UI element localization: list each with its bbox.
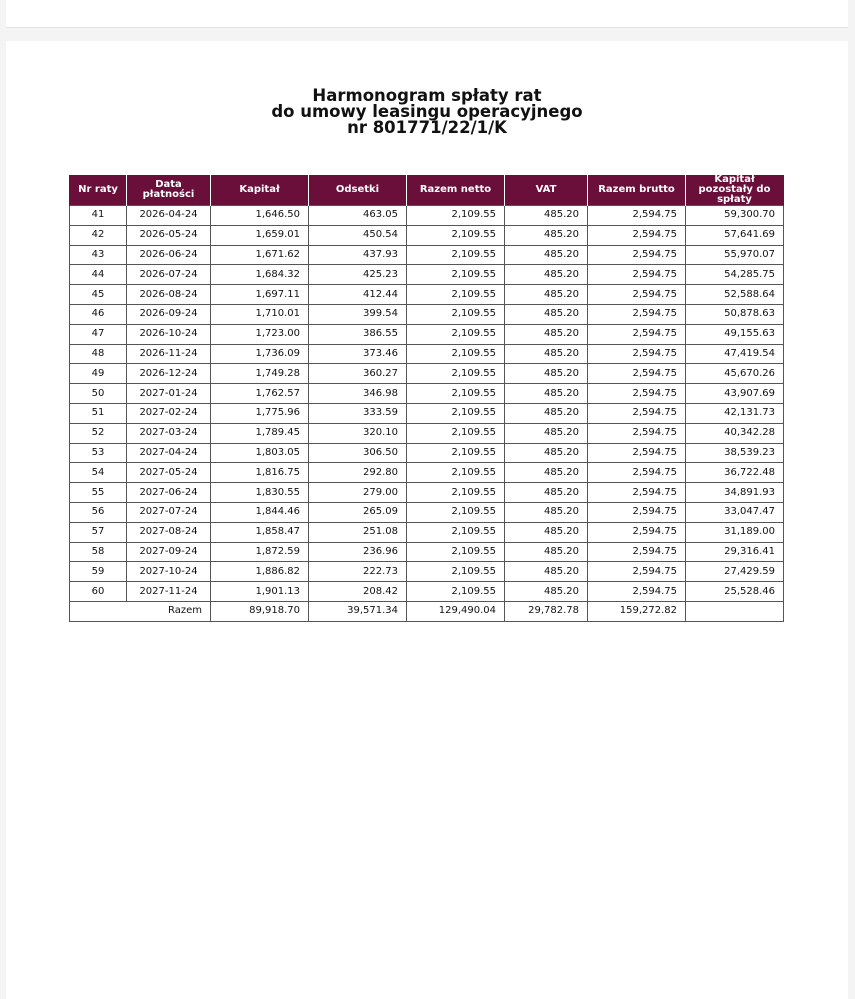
table-row	[70, 403, 784, 423]
total-razem-brutto: 159,272.82	[588, 601, 686, 621]
cell-kapital-pozostaly: 59,300.70	[686, 206, 784, 226]
cell-vat: 485.20	[505, 463, 588, 483]
cell-odsetki: 373.46	[309, 344, 407, 364]
totals-label: Razem	[70, 601, 211, 621]
table-row	[70, 265, 784, 285]
cell-kapital: 1,762.57	[211, 384, 309, 404]
cell-kapital: 1,816.75	[211, 463, 309, 483]
cell-razem-netto: 2,109.55	[407, 443, 505, 463]
cell-odsetki: 306.50	[309, 443, 407, 463]
cell-kapital: 1,775.96	[211, 403, 309, 423]
cell-odsetki: 251.08	[309, 522, 407, 542]
cell-data-platnosci: 2027-08-24	[127, 522, 211, 542]
cell-data-platnosci: 2026-04-24	[127, 206, 211, 226]
cell-razem-netto: 2,109.55	[407, 403, 505, 423]
cell-razem-brutto: 2,594.75	[588, 364, 686, 384]
table-row	[70, 582, 784, 602]
cell-kapital-pozostaly: 31,189.00	[686, 522, 784, 542]
cell-nr-raty: 60	[70, 582, 127, 602]
cell-razem-netto: 2,109.55	[407, 245, 505, 265]
watermark-logo: otoMoto	[12, 963, 123, 988]
table-row	[70, 522, 784, 542]
cell-kapital-pozostaly: 52,588.64	[686, 285, 784, 305]
cell-data-platnosci: 2027-09-24	[127, 542, 211, 562]
cell-kapital-pozostaly: 33,047.47	[686, 502, 784, 522]
cell-kapital: 1,872.59	[211, 542, 309, 562]
cell-razem-brutto: 2,594.75	[588, 463, 686, 483]
cell-data-platnosci: 2027-01-24	[127, 384, 211, 404]
cell-nr-raty: 57	[70, 522, 127, 542]
cell-kapital: 1,723.00	[211, 324, 309, 344]
table-row	[70, 443, 784, 463]
cell-odsetki: 450.54	[309, 225, 407, 245]
cell-kapital-pozostaly: 50,878.63	[686, 304, 784, 324]
cell-data-platnosci: 2026-08-24	[127, 285, 211, 305]
cell-nr-raty: 54	[70, 463, 127, 483]
cell-odsetki: 320.10	[309, 423, 407, 443]
table-row	[70, 542, 784, 562]
table-row	[70, 483, 784, 503]
total-vat: 29,782.78	[505, 601, 588, 621]
cell-vat: 485.20	[505, 225, 588, 245]
cell-kapital: 1,803.05	[211, 443, 309, 463]
title-line-1: Harmonogram spłaty rat	[312, 86, 542, 105]
cell-razem-brutto: 2,594.75	[588, 582, 686, 602]
cell-kapital: 1,901.13	[211, 582, 309, 602]
cell-razem-netto: 2,109.55	[407, 265, 505, 285]
table-row	[70, 463, 784, 483]
cell-razem-netto: 2,109.55	[407, 285, 505, 305]
cell-kapital: 1,710.01	[211, 304, 309, 324]
cell-vat: 485.20	[505, 522, 588, 542]
table-row	[70, 364, 784, 384]
cell-kapital-pozostaly: 29,316.41	[686, 542, 784, 562]
cell-razem-brutto: 2,594.75	[588, 502, 686, 522]
cell-kapital: 1,671.62	[211, 245, 309, 265]
cell-razem-netto: 2,109.55	[407, 225, 505, 245]
cell-data-platnosci: 2027-07-24	[127, 502, 211, 522]
cell-data-platnosci: 2026-09-24	[127, 304, 211, 324]
cell-nr-raty: 46	[70, 304, 127, 324]
cell-odsetki: 425.23	[309, 265, 407, 285]
total-razem-netto: 129,490.04	[407, 601, 505, 621]
cell-vat: 485.20	[505, 364, 588, 384]
cell-razem-brutto: 2,594.75	[588, 206, 686, 226]
cell-kapital: 1,858.47	[211, 522, 309, 542]
cell-nr-raty: 44	[70, 265, 127, 285]
cell-kapital: 1,749.28	[211, 364, 309, 384]
total-odsetki: 39,571.34	[309, 601, 407, 621]
cell-odsetki: 399.54	[309, 304, 407, 324]
document-title	[6, 88, 848, 136]
cell-razem-netto: 2,109.55	[407, 582, 505, 602]
cell-odsetki: 463.05	[309, 206, 407, 226]
cell-razem-netto: 2,109.55	[407, 562, 505, 582]
cell-razem-netto: 2,109.55	[407, 304, 505, 324]
total-kapital: 89,918.70	[211, 601, 309, 621]
cell-odsetki: 346.98	[309, 384, 407, 404]
document-page	[6, 41, 848, 999]
cell-razem-brutto: 2,594.75	[588, 384, 686, 404]
cell-vat: 485.20	[505, 384, 588, 404]
table-row	[70, 502, 784, 522]
cell-razem-brutto: 2,594.75	[588, 225, 686, 245]
cell-kapital: 1,830.55	[211, 483, 309, 503]
previous-page-card	[6, 0, 848, 28]
cell-kapital-pozostaly: 34,891.93	[686, 483, 784, 503]
cell-odsetki: 208.42	[309, 582, 407, 602]
cell-data-platnosci: 2026-05-24	[127, 225, 211, 245]
cell-razem-brutto: 2,594.75	[588, 443, 686, 463]
cell-razem-netto: 2,109.55	[407, 463, 505, 483]
cell-razem-netto: 2,109.55	[407, 542, 505, 562]
cell-odsetki: 265.09	[309, 502, 407, 522]
cell-kapital-pozostaly: 47,419.54	[686, 344, 784, 364]
cell-vat: 485.20	[505, 403, 588, 423]
cell-odsetki: 292.80	[309, 463, 407, 483]
table-row	[70, 304, 784, 324]
cell-odsetki: 360.27	[309, 364, 407, 384]
cell-kapital-pozostaly: 43,907.69	[686, 384, 784, 404]
cell-razem-netto: 2,109.55	[407, 384, 505, 404]
cell-kapital: 1,659.01	[211, 225, 309, 245]
cell-kapital: 1,736.09	[211, 344, 309, 364]
cell-razem-brutto: 2,594.75	[588, 483, 686, 503]
cell-odsetki: 412.44	[309, 285, 407, 305]
cell-data-platnosci: 2027-11-24	[127, 582, 211, 602]
cell-kapital: 1,886.82	[211, 562, 309, 582]
cell-data-platnosci: 2026-10-24	[127, 324, 211, 344]
cell-kapital: 1,684.32	[211, 265, 309, 285]
cell-razem-brutto: 2,594.75	[588, 522, 686, 542]
col-header-razem-netto: Razem netto	[407, 175, 505, 206]
cell-kapital: 1,697.11	[211, 285, 309, 305]
cell-nr-raty: 47	[70, 324, 127, 344]
col-header-vat: VAT	[505, 175, 588, 206]
cell-odsetki: 333.59	[309, 403, 407, 423]
cell-nr-raty: 58	[70, 542, 127, 562]
cell-nr-raty: 56	[70, 502, 127, 522]
cell-kapital-pozostaly: 45,670.26	[686, 364, 784, 384]
cell-vat: 485.20	[505, 542, 588, 562]
cell-kapital-pozostaly: 38,539.23	[686, 443, 784, 463]
cell-data-platnosci: 2027-06-24	[127, 483, 211, 503]
cell-data-platnosci: 2026-06-24	[127, 245, 211, 265]
cell-razem-brutto: 2,594.75	[588, 562, 686, 582]
cell-kapital-pozostaly: 55,970.07	[686, 245, 784, 265]
cell-razem-brutto: 2,594.75	[588, 423, 686, 443]
cell-kapital-pozostaly: 49,155.63	[686, 324, 784, 344]
cell-data-platnosci: 2027-10-24	[127, 562, 211, 582]
cell-razem-netto: 2,109.55	[407, 502, 505, 522]
table-row	[70, 285, 784, 305]
cell-vat: 485.20	[505, 304, 588, 324]
table-row	[70, 245, 784, 265]
cell-vat: 485.20	[505, 423, 588, 443]
cell-vat: 485.20	[505, 443, 588, 463]
cell-razem-brutto: 2,594.75	[588, 403, 686, 423]
cell-kapital: 1,844.46	[211, 502, 309, 522]
cell-razem-netto: 2,109.55	[407, 522, 505, 542]
cell-razem-netto: 2,109.55	[407, 364, 505, 384]
cell-razem-brutto: 2,594.75	[588, 324, 686, 344]
cell-vat: 485.20	[505, 344, 588, 364]
cell-nr-raty: 53	[70, 443, 127, 463]
cell-razem-brutto: 2,594.75	[588, 304, 686, 324]
cell-razem-brutto: 2,594.75	[588, 285, 686, 305]
cell-data-platnosci: 2026-07-24	[127, 265, 211, 285]
total-kapital-pozostaly	[686, 601, 784, 621]
cell-odsetki: 386.55	[309, 324, 407, 344]
table-row	[70, 206, 784, 226]
cell-kapital: 1,789.45	[211, 423, 309, 443]
cell-nr-raty: 45	[70, 285, 127, 305]
cell-nr-raty: 48	[70, 344, 127, 364]
cell-data-platnosci: 2026-11-24	[127, 344, 211, 364]
cell-razem-brutto: 2,594.75	[588, 265, 686, 285]
cell-kapital-pozostaly: 54,285.75	[686, 265, 784, 285]
cell-data-platnosci: 2027-03-24	[127, 423, 211, 443]
col-header-razem-brutto: Razem brutto	[588, 175, 686, 206]
col-header-odsetki: Odsetki	[309, 175, 407, 206]
cell-odsetki: 236.96	[309, 542, 407, 562]
cell-nr-raty: 41	[70, 206, 127, 226]
table-row	[70, 562, 784, 582]
col-header-kapital: Kapitał	[211, 175, 309, 206]
cell-razem-netto: 2,109.55	[407, 344, 505, 364]
table-body	[70, 206, 784, 602]
cell-vat: 485.20	[505, 285, 588, 305]
cell-vat: 485.20	[505, 206, 588, 226]
cell-nr-raty: 43	[70, 245, 127, 265]
col-header-nr-raty: Nr raty	[70, 175, 127, 206]
title-line-3: nr 801771/22/1/K	[347, 118, 507, 137]
cell-vat: 485.20	[505, 324, 588, 344]
payment-schedule-table	[69, 175, 784, 622]
cell-vat: 485.20	[505, 582, 588, 602]
cell-nr-raty: 59	[70, 562, 127, 582]
cell-kapital-pozostaly: 36,722.48	[686, 463, 784, 483]
cell-razem-netto: 2,109.55	[407, 324, 505, 344]
cell-odsetki: 222.73	[309, 562, 407, 582]
table-header-row	[70, 175, 784, 206]
cell-kapital: 1,646.50	[211, 206, 309, 226]
cell-data-platnosci: 2027-04-24	[127, 443, 211, 463]
cell-data-platnosci: 2027-02-24	[127, 403, 211, 423]
cell-nr-raty: 52	[70, 423, 127, 443]
table-row	[70, 344, 784, 364]
cell-nr-raty: 50	[70, 384, 127, 404]
cell-nr-raty: 55	[70, 483, 127, 503]
cell-razem-brutto: 2,594.75	[588, 542, 686, 562]
cell-razem-brutto: 2,594.75	[588, 245, 686, 265]
table-row	[70, 423, 784, 443]
cell-kapital-pozostaly: 27,429.59	[686, 562, 784, 582]
table-row	[70, 324, 784, 344]
cell-kapital-pozostaly: 42,131.73	[686, 403, 784, 423]
cell-razem-netto: 2,109.55	[407, 423, 505, 443]
cell-odsetki: 279.00	[309, 483, 407, 503]
cell-vat: 485.20	[505, 265, 588, 285]
cell-razem-brutto: 2,594.75	[588, 344, 686, 364]
col-header-data-platnosci: Data płatności	[127, 175, 211, 206]
cell-kapital-pozostaly: 40,342.28	[686, 423, 784, 443]
cell-nr-raty: 42	[70, 225, 127, 245]
totals-row	[70, 601, 784, 621]
cell-nr-raty: 49	[70, 364, 127, 384]
cell-nr-raty: 51	[70, 403, 127, 423]
cell-kapital-pozostaly: 57,641.69	[686, 225, 784, 245]
cell-razem-netto: 2,109.55	[407, 483, 505, 503]
cell-kapital-pozostaly: 25,528.46	[686, 582, 784, 602]
title-line-2: do umowy leasingu operacyjnego	[271, 102, 583, 121]
cell-data-platnosci: 2027-05-24	[127, 463, 211, 483]
col-header-kapital-pozostaly: Kapitał pozostały do spłaty	[686, 175, 784, 206]
cell-vat: 485.20	[505, 483, 588, 503]
cell-razem-netto: 2,109.55	[407, 206, 505, 226]
cell-vat: 485.20	[505, 562, 588, 582]
cell-data-platnosci: 2026-12-24	[127, 364, 211, 384]
cell-vat: 485.20	[505, 245, 588, 265]
cell-vat: 485.20	[505, 502, 588, 522]
table-row	[70, 384, 784, 404]
table-row	[70, 225, 784, 245]
cell-odsetki: 437.93	[309, 245, 407, 265]
